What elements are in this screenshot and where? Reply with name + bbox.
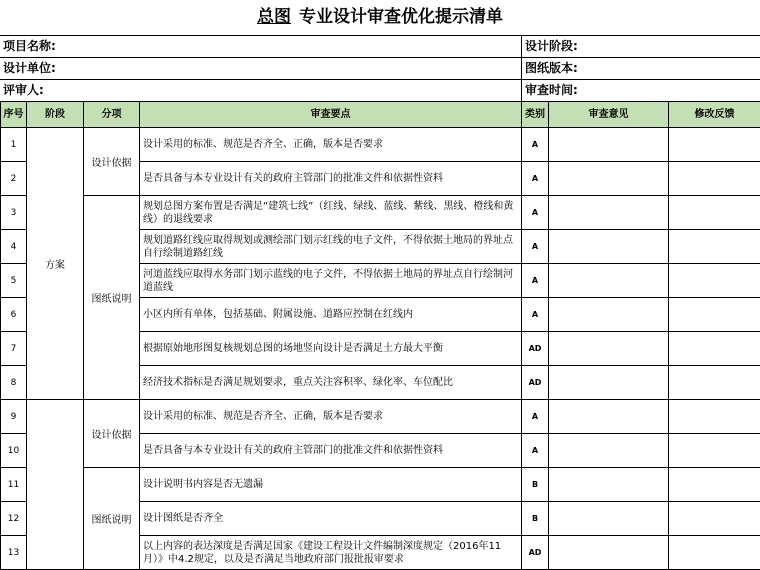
review-point: 规划道路红线应取得规划或测绘部门划示红线的电子文件，不得依据土地局的界址点自行绘制道路红线 [140, 230, 522, 264]
category-cell: A [522, 128, 549, 162]
review-point: 经济技术指标是否满足规划要求，重点关注容积率、绿化率、车位配比 [140, 366, 522, 400]
table-row [1, 128, 760, 162]
opinion-cell[interactable] [549, 332, 669, 366]
opinion-cell[interactable] [549, 536, 669, 570]
category-cell: A [522, 196, 549, 230]
row-number: 12 [1, 502, 27, 536]
design-unit-field[interactable]: 设计单位: [3, 61, 56, 75]
reviewer-field[interactable]: 评审人: [3, 83, 44, 97]
category-cell: B [522, 468, 549, 502]
row-number: 4 [1, 230, 27, 264]
review-point: 河道蓝线应取得水务部门划示蓝线的电子文件，不得依据土地局的界址点自行绘制河道蓝线 [140, 264, 522, 298]
category-cell: B [522, 502, 549, 536]
review-point: 设计采用的标准、规范是否齐全、正确，版本是否要求 [140, 128, 522, 162]
feedback-cell[interactable] [669, 162, 760, 196]
category-cell: A [522, 264, 549, 298]
feedback-cell[interactable] [669, 400, 760, 434]
header-sub: 分项 [84, 102, 140, 128]
stage-cell: 方案 [27, 128, 84, 400]
sheet-title [0, 0, 760, 35]
feedback-cell[interactable] [669, 536, 760, 570]
review-point: 设计采用的标准、规范是否齐全、正确，版本是否要求 [140, 400, 522, 434]
review-point: 规划总图方案布置是否满足“建筑七线”（红线、绿线、蓝线、紫线、黑线、橙线和黄线）的退线要求 [140, 196, 522, 230]
row-number: 5 [1, 264, 27, 298]
row-number: 1 [1, 128, 27, 162]
opinion-cell[interactable] [549, 400, 669, 434]
design-stage-field[interactable]: 设计阶段: [525, 39, 578, 53]
row-number: 2 [1, 162, 27, 196]
feedback-cell[interactable] [669, 230, 760, 264]
feedback-cell[interactable] [669, 502, 760, 536]
opinion-cell[interactable] [549, 196, 669, 230]
opinion-cell[interactable] [549, 434, 669, 468]
sub-cell: 图纸说明 [84, 468, 140, 570]
feedback-cell[interactable] [669, 128, 760, 162]
opinion-cell[interactable] [549, 366, 669, 400]
meta-row-reviewer [0, 79, 760, 102]
category-cell: A [522, 400, 549, 434]
title-main: 专业设计审查优化提示清单 [299, 7, 503, 27]
category-cell: AD [522, 332, 549, 366]
review-point: 根据原始地形图复核规划总图的场地竖向设计是否满足土方最大平衡 [140, 332, 522, 366]
row-number: 9 [1, 400, 27, 434]
row-number: 11 [1, 468, 27, 502]
row-number: 13 [1, 536, 27, 570]
meta-divider [521, 79, 522, 101]
meta-divider [521, 35, 522, 57]
review-point: 设计说明书内容是否无遗漏 [140, 468, 522, 502]
row-number: 7 [1, 332, 27, 366]
sub-cell: 图纸说明 [84, 196, 140, 400]
table-row [1, 196, 760, 230]
review-point: 设计图纸是否齐全 [140, 502, 522, 536]
review-point: 小区内所有单体，包括基础、附属设施、道路应控制在红线内 [140, 298, 522, 332]
header-category: 类别 [522, 102, 549, 128]
header-opinion: 审查意见 [549, 102, 669, 128]
header-stage: 阶段 [27, 102, 84, 128]
table-row [1, 468, 760, 502]
category-cell: A [522, 230, 549, 264]
stage-cell [27, 400, 84, 570]
header-point: 审查要点 [140, 102, 522, 128]
feedback-cell[interactable] [669, 196, 760, 230]
opinion-cell[interactable] [549, 162, 669, 196]
review-table [0, 101, 760, 570]
row-number: 10 [1, 434, 27, 468]
opinion-cell[interactable] [549, 468, 669, 502]
category-cell: A [522, 298, 549, 332]
review-point: 是否具备与本专业设计有关的政府主管部门的批准文件和依据性资料 [140, 162, 522, 196]
project-name-field[interactable]: 项目名称: [3, 39, 56, 53]
category-cell: A [522, 434, 549, 468]
opinion-cell[interactable] [549, 230, 669, 264]
opinion-cell[interactable] [549, 298, 669, 332]
drawing-version-field[interactable]: 图纸版本: [525, 61, 578, 75]
opinion-cell[interactable] [549, 128, 669, 162]
feedback-cell[interactable] [669, 434, 760, 468]
review-time-field[interactable]: 审查时间: [525, 83, 578, 97]
category-cell: AD [522, 536, 549, 570]
feedback-cell[interactable] [669, 366, 760, 400]
feedback-cell[interactable] [669, 468, 760, 502]
review-point: 是否具备与本专业设计有关的政府主管部门的批准文件和依据性资料 [140, 434, 522, 468]
opinion-cell[interactable] [549, 502, 669, 536]
category-cell: A [522, 162, 549, 196]
header-feedback: 修改反馈 [669, 102, 760, 128]
title-prefix: 总图 [257, 7, 291, 27]
opinion-cell[interactable] [549, 264, 669, 298]
sub-cell: 设计依据 [84, 400, 140, 468]
meta-row-project [0, 35, 760, 58]
feedback-cell[interactable] [669, 332, 760, 366]
table-header-row [1, 102, 760, 128]
row-number: 3 [1, 196, 27, 230]
row-number: 8 [1, 366, 27, 400]
feedback-cell[interactable] [669, 298, 760, 332]
sub-cell: 设计依据 [84, 128, 140, 196]
review-point: 以上内容的表达深度是否满足国家《建设工程设计文件编制深度规定（2016年11月）》中4.2规定，以及是否满足当地政府部门报批报审要求 [140, 536, 522, 570]
meta-row-unit [0, 57, 760, 80]
table-row [1, 400, 760, 434]
feedback-cell[interactable] [669, 264, 760, 298]
row-number: 6 [1, 298, 27, 332]
header-seq: 序号 [1, 102, 27, 128]
meta-divider [521, 57, 522, 79]
category-cell: AD [522, 366, 549, 400]
